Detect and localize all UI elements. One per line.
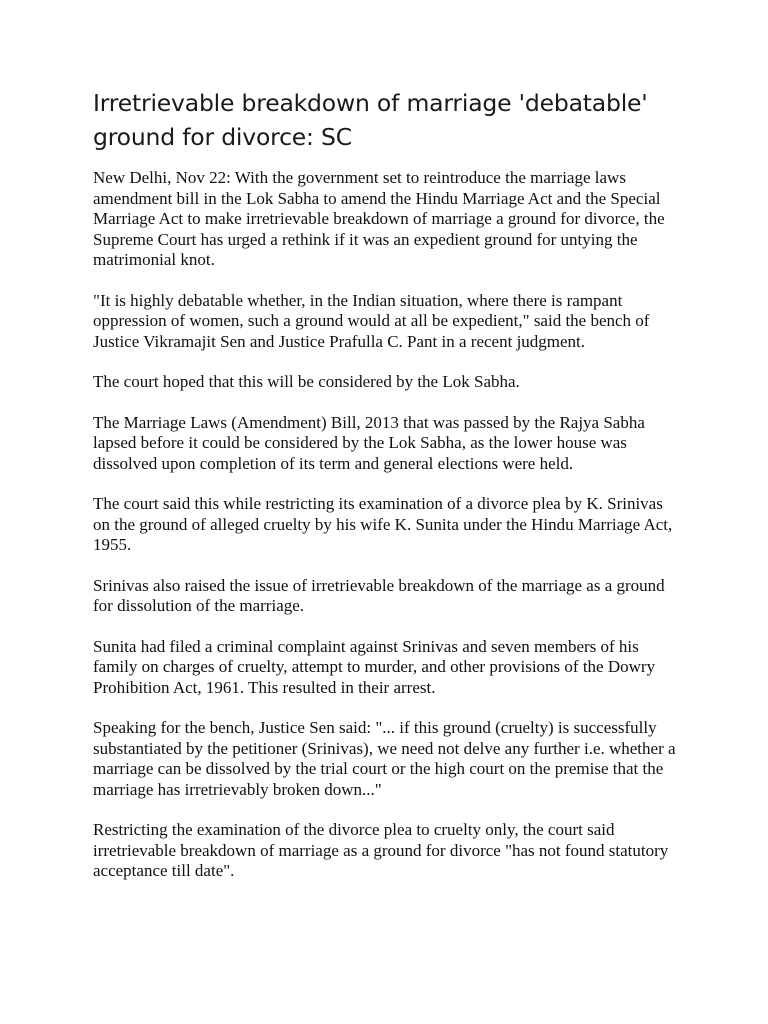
article-paragraph: The court said this while restricting its examination of a divorce plea by K. Srinivas on the ground of alleged cruelty by his wife K. Sunita under the Hindu Marriage Act, 1955. <box>93 494 673 554</box>
article-title: Irretrievable breakdown of marriage 'debatable' ground for divorce: SC <box>93 89 648 151</box>
article-paragraph: Restricting the examination of the divorce plea to cruelty only, the court said irretrievable breakdown of marriage as a ground for divorce "has not found statutory acceptance till date". <box>93 820 669 880</box>
article-body <box>93 86 678 902</box>
article-paragraph: The Marriage Laws (Amendment) Bill, 2013 that was passed by the Rajya Sabha lapsed before it could be considered by the Lok Sabha, as the lower house was dissolved upon completion of its term and general elections were held. <box>93 412 645 473</box>
article-paragraph: "It is highly debatable whether, in the Indian situation, where there is rampant oppression of women, such a ground would at all be expedient," said the bench of Justice Vikramajit Sen and Justice Prafulla C. Pant in a recent judgment. <box>93 290 650 351</box>
article-paragraph: Srinivas also raised the issue of irretrievable breakdown of the marriage as a ground for dissolution of the marriage. <box>93 575 665 615</box>
article-paragraph: Sunita had filed a criminal complaint against Srinivas and seven members of his family on charges of cruelty, attempt to murder, and other provisions of the Dowry Prohibition Act, 1961. This resulted in their arrest. <box>93 636 656 697</box>
article-paragraph: New Delhi, Nov 22: With the government set to reintroduce the marriage laws amendment bill in the Lok Sabha to amend the Hindu Marriage Act and the Special Marriage Act to make irretrievable breakdown of marriage a ground for divorce, the Supreme Court has urged a rethink if it was an expedient ground for untying the matrimonial knot. <box>93 168 665 269</box>
article-paragraph: Speaking for the bench, Justice Sen said: "... if this ground (cruelty) is successfully substantiated by the petitioner (Srinivas), we need not delve any further i.e. whether a marriage can be dissolved by the trial court or the high court on the premise that the marriage has irretrievably broken down..." <box>93 718 676 799</box>
article-paragraph: The court hoped that this will be considered by the Lok Sabha. <box>93 372 520 391</box>
